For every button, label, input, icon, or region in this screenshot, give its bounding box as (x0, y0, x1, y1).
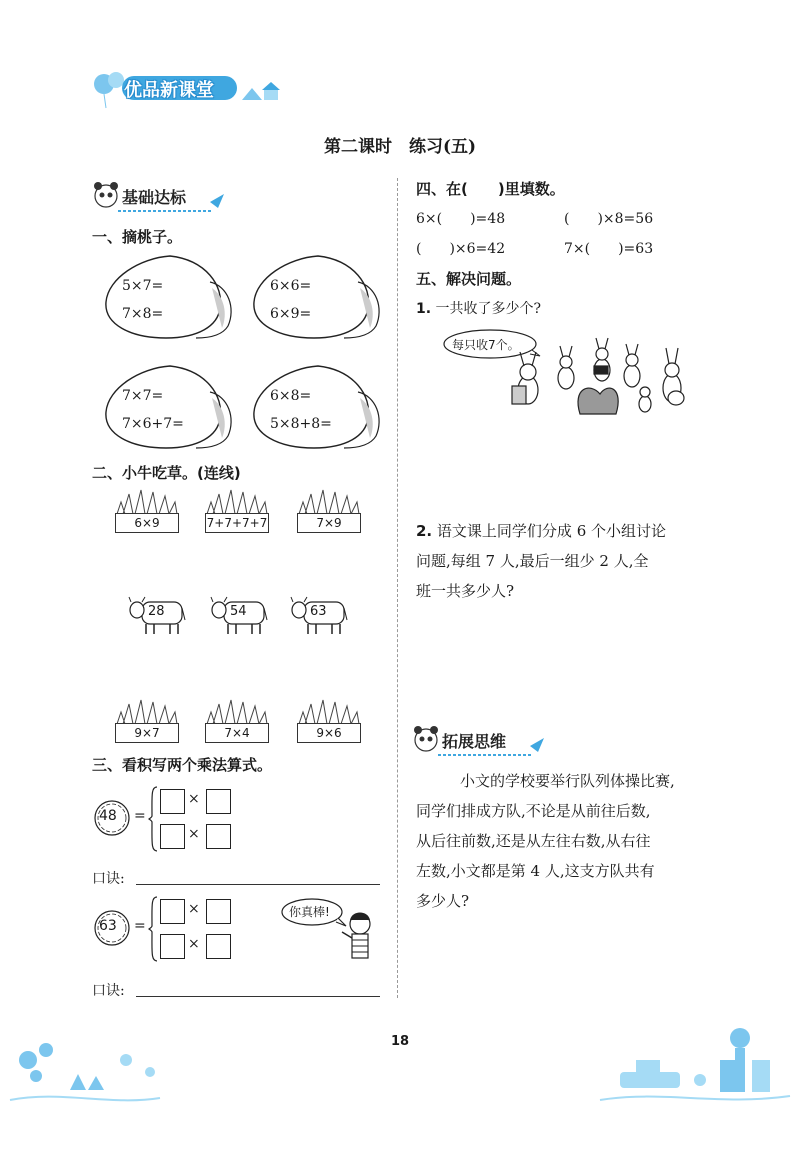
extend-badge (412, 724, 552, 758)
q5-p2 (416, 516, 666, 606)
grass-icon (205, 698, 269, 724)
grass-icon (115, 698, 179, 724)
peach-icon (100, 252, 240, 344)
peach-3-line-2: 7×6+7= (122, 416, 184, 432)
grass-icon (297, 488, 361, 514)
extend-line-5: 多少人? (416, 892, 470, 910)
q3-1-times-a: × (188, 791, 200, 807)
brace-icon (148, 896, 158, 962)
q5-heading: 五、解决问题。 (416, 270, 522, 288)
q3-heading: 三、看积写两个乘法算式。 (92, 756, 273, 774)
brand-logo (92, 70, 292, 110)
grass-icon (297, 698, 361, 724)
basic-badge (92, 180, 232, 214)
q3-2-times-a: × (188, 901, 200, 917)
peach-2-line-1: 6×6= (270, 278, 312, 294)
grass-bottom-3 (297, 698, 361, 744)
q4-heading: 四、在( )里填数。 (416, 180, 565, 198)
page-number: 18 (390, 1034, 410, 1049)
koujue-line-1[interactable] (136, 884, 380, 885)
peach-icon (100, 362, 240, 454)
grass-top-2 (205, 488, 269, 534)
peach-1-line-1: 5×7= (122, 278, 164, 294)
grass-bottom-1 (115, 698, 179, 744)
grass-top-2-label: 7+7+7+7 (205, 513, 269, 533)
grass-top-1 (115, 488, 179, 534)
extend-badge-label: 拓展思维 (442, 732, 507, 751)
q2-heading: 二、小牛吃草。(连线) (92, 464, 241, 482)
cow-2-number: 54 (230, 604, 247, 619)
q3-2-blank-c[interactable] (160, 934, 185, 959)
peach-1 (100, 252, 240, 344)
q5-p2-number: 2. (416, 522, 433, 540)
cow-2 (210, 596, 268, 636)
grass-bottom-2 (205, 698, 269, 744)
q3-2-blank-d[interactable] (206, 934, 231, 959)
footer-decoration (0, 1020, 800, 1110)
peach-2 (248, 252, 388, 344)
q4-blank-4[interactable]: 7×( )=63 (564, 241, 654, 257)
peach-icon (248, 362, 388, 454)
peach-4 (248, 362, 388, 454)
q3-product-2: 63 (99, 918, 117, 934)
page-title: 第二课时 练习(五) (323, 137, 477, 157)
q3-1-times-b: × (188, 826, 200, 842)
peach-1-line-2: 7×8= (122, 306, 164, 322)
q4-blank-1[interactable]: 6×( )=48 (416, 211, 506, 227)
grass-top-3 (297, 488, 361, 534)
q5-p1 (416, 298, 541, 318)
rabbits-bubble-text: 每只收7个。 (452, 338, 520, 352)
basic-badge-label: 基础达标 (122, 188, 187, 207)
peach-4-line-2: 5×8+8= (270, 416, 332, 432)
grass-top-3-label: 7×9 (297, 513, 361, 533)
q5-p1-number: 1. (416, 301, 432, 317)
q5-p2-line-3: 班一共多少人? (416, 582, 515, 600)
q5-p2-line-1 (416, 516, 666, 546)
column-divider (397, 178, 398, 998)
koujue-line-2[interactable] (136, 996, 380, 997)
peach-4-line-1: 6×8= (270, 388, 312, 404)
footer-scenery-icon (0, 1020, 800, 1110)
extend-line-4: 左数,小文都是第 4 人,这支方队共有 (416, 862, 655, 880)
q3-1-blank-d[interactable] (206, 824, 231, 849)
extend-problem (416, 766, 716, 916)
q5-p2-line-1-text: 语文课上同学们分成 6 个小组讨论 (436, 522, 667, 540)
peach-3 (100, 362, 240, 454)
q3-2-blank-b[interactable] (206, 899, 231, 924)
q3-1-blank-a[interactable] (160, 789, 185, 814)
q3-equals-1: = (134, 808, 146, 824)
q3-1-blank-c[interactable] (160, 824, 185, 849)
q3-2-times-b: × (188, 936, 200, 952)
q5-p1-text: 一共收了多少个? (435, 301, 542, 317)
cow-3-number: 63 (310, 604, 327, 619)
q4-blank-3[interactable]: ( )×6=42 (416, 241, 506, 257)
extend-line-2: 同学们排成方队,不论是从前往后数, (416, 802, 651, 820)
cow-1 (128, 596, 186, 636)
grass-bottom-2-label: 7×4 (205, 723, 269, 743)
peach-2-line-2: 6×9= (270, 306, 312, 322)
q3-item-2 (92, 894, 252, 964)
cow-1-number: 28 (148, 604, 165, 619)
peach-icon (248, 252, 388, 344)
q3-1-blank-b[interactable] (206, 789, 231, 814)
q3-equals-2: = (134, 918, 146, 934)
praise-illustration (280, 896, 380, 966)
grass-icon (205, 488, 269, 514)
koujue-label-2: 口诀: (92, 983, 125, 999)
q1-heading: 一、摘桃子。 (92, 228, 183, 246)
brace-icon (148, 786, 158, 852)
extend-line-3: 从后往前数,还是从左往右数,从右往 (416, 832, 651, 850)
q5-p2-line-2: 问题,每组 7 人,最后一组少 2 人,全 (416, 552, 649, 570)
praise-bubble-text: 你真棒! (289, 905, 330, 919)
peach-3-line-1: 7×7= (122, 388, 164, 404)
cow-3 (290, 596, 348, 636)
rabbits-illustration (440, 326, 690, 418)
q3-2-blank-a[interactable] (160, 899, 185, 924)
grass-bottom-3-label: 9×6 (297, 723, 361, 743)
extend-line-1: 小文的学校要举行队列体操比赛, (460, 772, 675, 790)
grass-bottom-1-label: 9×7 (115, 723, 179, 743)
q3-item-1 (92, 786, 252, 856)
brand-text: 优品新课堂 (124, 80, 214, 101)
q4-blank-2[interactable]: ( )×8=56 (564, 211, 654, 227)
grass-top-1-label: 6×9 (115, 513, 179, 533)
q3-product-1: 48 (99, 808, 117, 824)
grass-icon (115, 488, 179, 514)
koujue-label-1: 口诀: (92, 871, 125, 887)
